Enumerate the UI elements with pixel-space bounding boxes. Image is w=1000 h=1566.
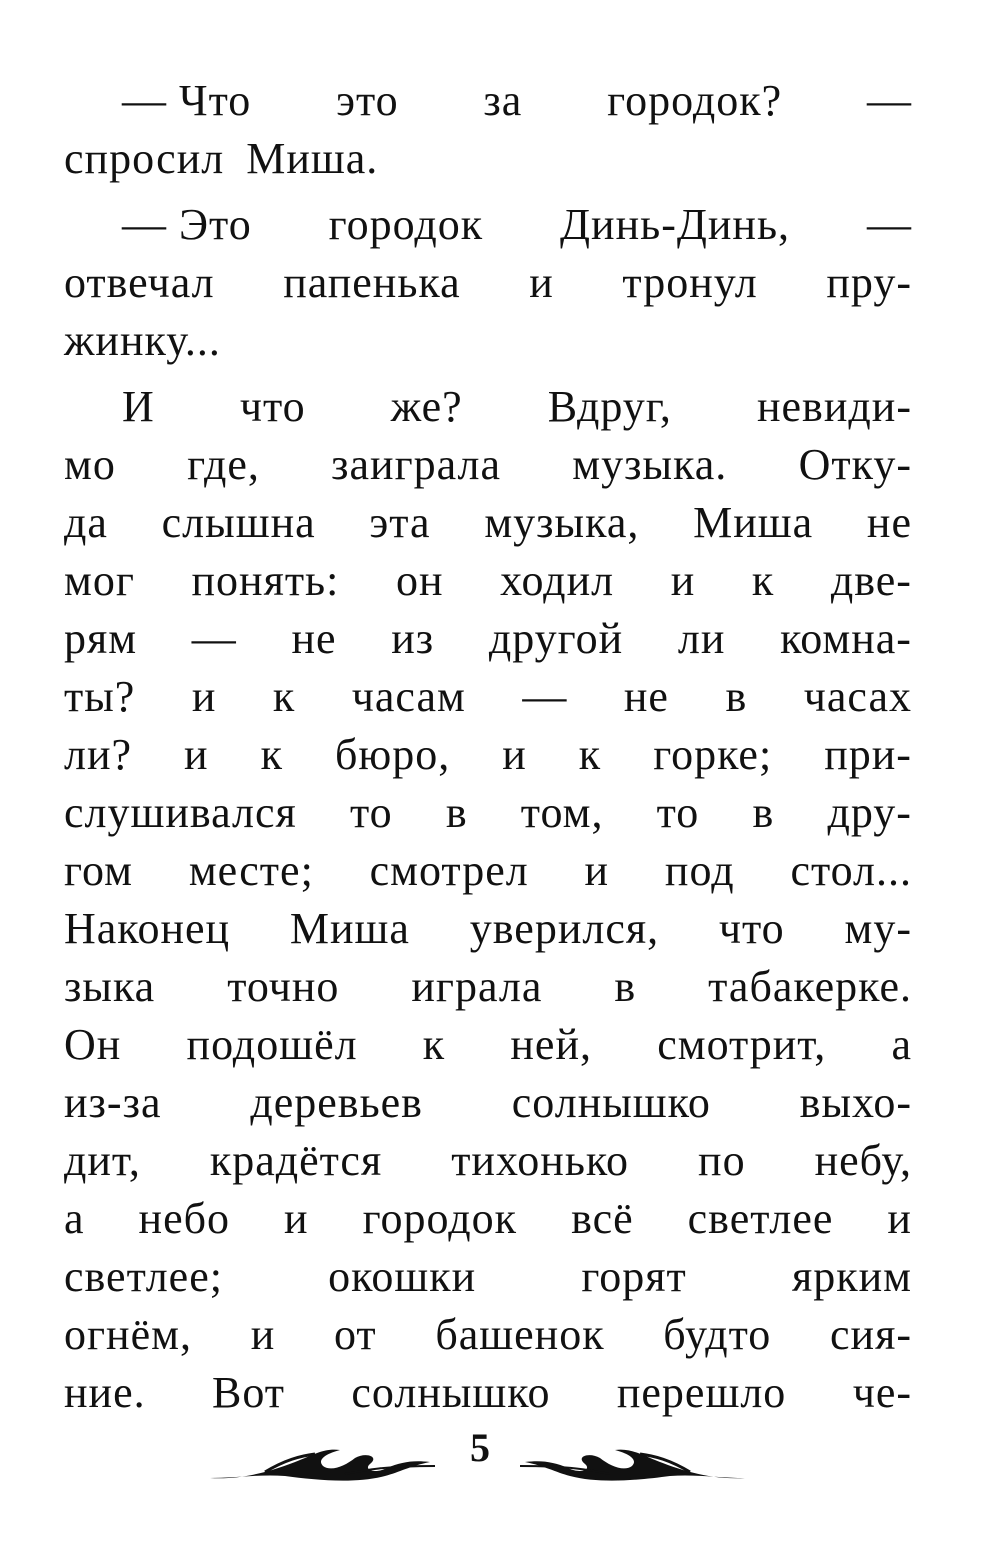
- word: за: [483, 76, 523, 125]
- word: а: [64, 1194, 85, 1243]
- word: и: [529, 258, 554, 307]
- word: —: [866, 200, 912, 249]
- word: городок?: [607, 76, 783, 125]
- text-line: [64, 1074, 912, 1132]
- word: том,: [520, 788, 604, 837]
- word: огнём,: [64, 1310, 192, 1359]
- word: где,: [187, 440, 260, 489]
- word: и: [584, 846, 610, 895]
- text-line: [64, 552, 912, 610]
- word: комна-: [780, 614, 912, 663]
- word: он: [395, 556, 444, 605]
- word: — Что: [122, 76, 252, 125]
- word: уверился,: [469, 904, 660, 953]
- word: сия-: [830, 1310, 912, 1359]
- text-line: [64, 378, 912, 436]
- word: светлее: [687, 1194, 834, 1243]
- word: дру-: [827, 788, 912, 837]
- word: то: [656, 788, 700, 837]
- word: смотрел: [369, 846, 529, 895]
- word: к: [751, 556, 775, 605]
- word: че-: [852, 1368, 912, 1417]
- text-line: [64, 312, 912, 370]
- word: Миша: [693, 498, 814, 547]
- word: табакерке.: [708, 962, 912, 1011]
- word: и: [502, 730, 527, 779]
- page-number: 5: [470, 1425, 490, 1470]
- word: тихонько: [451, 1136, 630, 1185]
- word: светлее;: [64, 1252, 223, 1301]
- word: и: [284, 1194, 309, 1243]
- word: месте;: [188, 846, 314, 895]
- text-line: [64, 254, 912, 312]
- word: подошёл: [186, 1020, 358, 1069]
- left-ornament-icon: [205, 1430, 445, 1490]
- word: играла: [411, 962, 543, 1011]
- word: что: [718, 904, 785, 953]
- word: смотрит,: [657, 1020, 827, 1069]
- word: городок: [328, 200, 484, 249]
- word: — Это: [122, 200, 252, 249]
- right-ornament-icon: [510, 1430, 750, 1490]
- word: му-: [844, 904, 912, 953]
- word: от: [333, 1310, 377, 1359]
- word: ней,: [510, 1020, 592, 1069]
- word: при-: [824, 730, 912, 779]
- text-line: [64, 1132, 912, 1190]
- word: Динь-Динь,: [560, 200, 791, 249]
- word: к: [578, 730, 602, 779]
- word: ярким: [791, 1252, 912, 1301]
- word: да: [64, 498, 108, 547]
- word: окошки: [328, 1252, 477, 1301]
- word: солнышко: [351, 1368, 551, 1417]
- word: ли?: [64, 730, 133, 779]
- word: пру-: [826, 258, 912, 307]
- word: музыка,: [484, 498, 640, 547]
- page-footer: [0, 1420, 1000, 1500]
- word: бюро,: [334, 730, 451, 779]
- text-line: [64, 1016, 912, 1074]
- text-line: [64, 494, 912, 552]
- word: же?: [390, 382, 463, 431]
- word: невиди-: [756, 382, 912, 431]
- word: а: [891, 1020, 912, 1069]
- word: горят: [581, 1252, 687, 1301]
- word: отвечал: [64, 258, 215, 307]
- word: не: [623, 672, 669, 721]
- word: гом: [64, 846, 133, 895]
- word: понять:: [191, 556, 340, 605]
- word: папенька: [283, 258, 461, 307]
- word: небо: [138, 1194, 231, 1243]
- text-line: [64, 842, 912, 900]
- word: мог: [64, 556, 135, 605]
- text-line: [64, 436, 912, 494]
- word: спросил: [64, 134, 225, 183]
- word: городок: [362, 1194, 518, 1243]
- word: Вот: [212, 1368, 286, 1417]
- word: то: [349, 788, 393, 837]
- text-line: [64, 958, 912, 1016]
- word: —: [191, 614, 237, 663]
- word: другой: [488, 614, 624, 663]
- text-line: [64, 1306, 912, 1364]
- word: точно: [227, 962, 340, 1011]
- word: перешло: [616, 1368, 787, 1417]
- word: и: [250, 1310, 276, 1359]
- word: Миша: [289, 904, 410, 953]
- word: под: [664, 846, 735, 895]
- text-line: [64, 900, 912, 958]
- word: в: [725, 672, 748, 721]
- word: часам: [351, 672, 466, 721]
- text-line: [64, 668, 912, 726]
- text-line: [64, 1248, 912, 1306]
- word: ние.: [64, 1368, 146, 1417]
- word: по: [698, 1136, 746, 1185]
- word: стол...: [790, 846, 912, 895]
- word: и: [191, 672, 217, 721]
- word: Наконец: [64, 904, 231, 953]
- text-line: [64, 196, 912, 254]
- word: —: [522, 672, 568, 721]
- word: не: [866, 498, 912, 547]
- word: из-за: [64, 1078, 162, 1127]
- word: эта: [369, 498, 431, 547]
- word: горке;: [653, 730, 773, 779]
- word: слушивался: [64, 788, 297, 837]
- word: крадётся: [209, 1136, 383, 1185]
- word: дит,: [64, 1136, 141, 1185]
- text-line: [64, 130, 912, 188]
- word: выхо-: [799, 1078, 912, 1127]
- word: из: [391, 614, 435, 663]
- word: в: [445, 788, 468, 837]
- word: ты?: [64, 672, 136, 721]
- word: солнышко: [511, 1078, 711, 1127]
- text-line: [64, 610, 912, 668]
- word: Он: [64, 1020, 122, 1069]
- word: ли: [677, 614, 726, 663]
- word: слышна: [161, 498, 316, 547]
- word: две-: [830, 556, 912, 605]
- word: небу,: [814, 1136, 912, 1185]
- word: что: [239, 382, 306, 431]
- word: —: [866, 76, 912, 125]
- text-line: [64, 726, 912, 784]
- text-line: [64, 1190, 912, 1248]
- word: всё: [571, 1194, 634, 1243]
- word: жинку...: [64, 316, 221, 365]
- word: деревьев: [250, 1078, 423, 1127]
- word: к: [260, 730, 283, 779]
- word: мо: [64, 440, 116, 489]
- text-line: [64, 72, 912, 130]
- word: к: [422, 1020, 446, 1069]
- word: будто: [663, 1310, 772, 1359]
- word: зыка: [64, 962, 156, 1011]
- word: заиграла: [331, 440, 502, 489]
- text-line: [64, 1364, 912, 1422]
- word: И: [122, 382, 155, 431]
- word: башенок: [435, 1310, 605, 1359]
- text-body: [64, 72, 912, 1422]
- word: это: [336, 76, 399, 125]
- word: Миша.: [246, 134, 379, 183]
- word: рям: [64, 614, 138, 663]
- word: в: [614, 962, 637, 1011]
- word: в: [752, 788, 775, 837]
- text-line: [64, 784, 912, 842]
- word: и: [887, 1194, 912, 1243]
- word: и: [184, 730, 209, 779]
- word: не: [291, 614, 337, 663]
- word: ходил: [500, 556, 615, 605]
- word: тронул: [622, 258, 758, 307]
- word: Вдруг,: [547, 382, 672, 431]
- word: Отку-: [798, 440, 912, 489]
- word: и: [670, 556, 696, 605]
- word: музыка.: [572, 440, 728, 489]
- word: часах: [803, 672, 912, 721]
- word: к: [272, 672, 296, 721]
